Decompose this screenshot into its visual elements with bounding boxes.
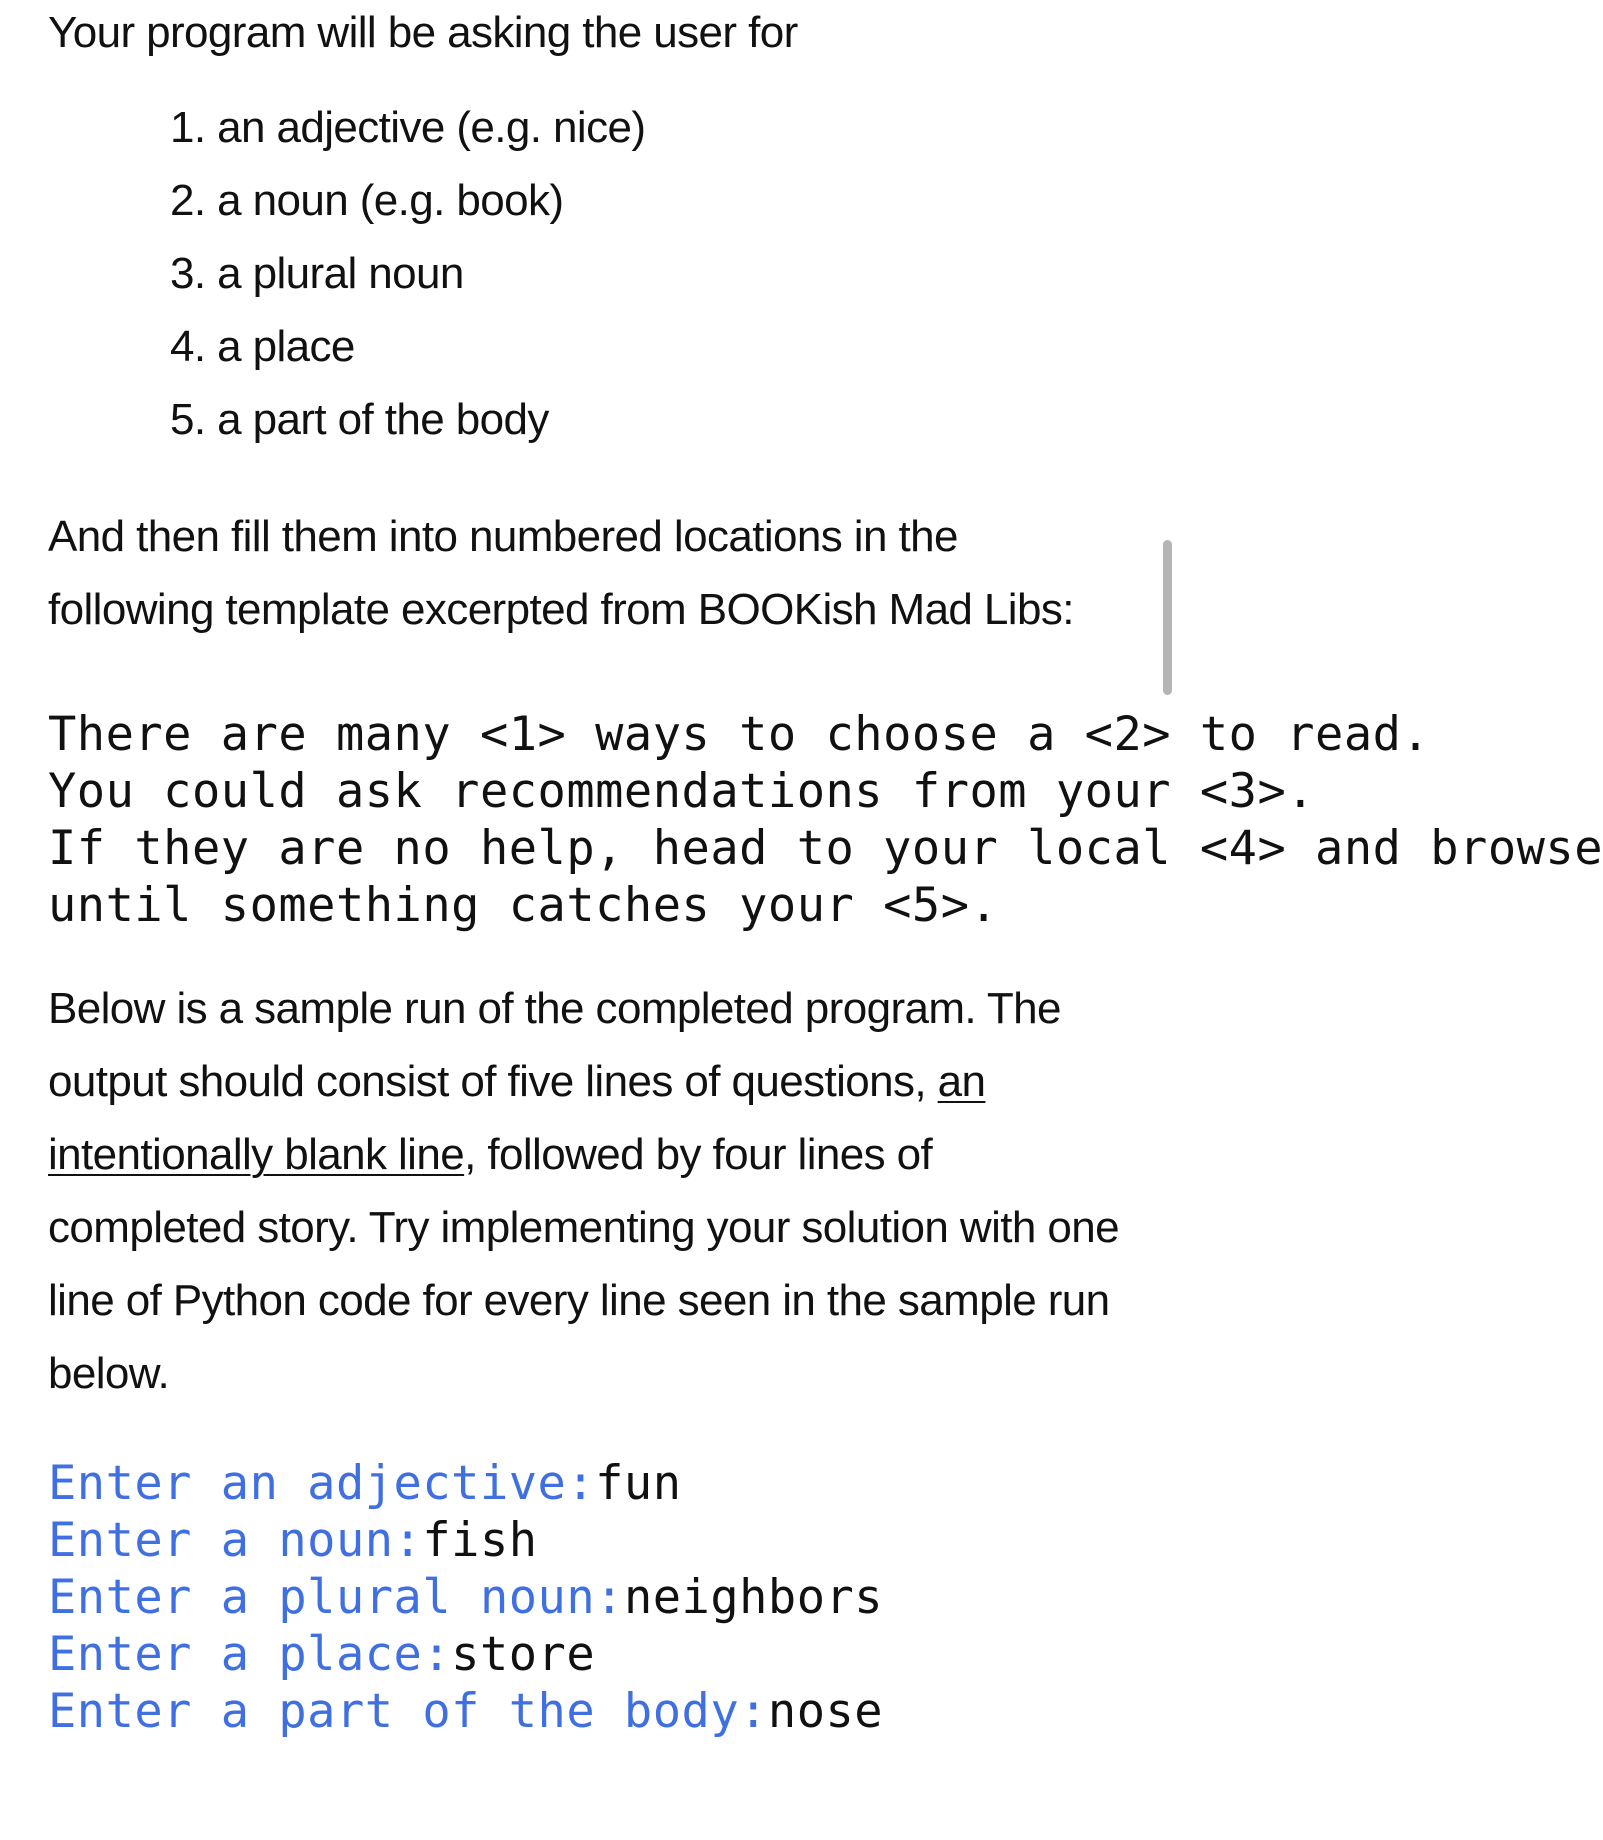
sample-answer: store [451, 1627, 596, 1682]
underlined-phrase: an intentionally blank line [48, 1057, 986, 1179]
sample-answer: nose [767, 1684, 884, 1739]
sample-line [48, 1569, 1128, 1626]
sample-line [48, 1626, 1128, 1683]
list-item: 2. a noun (e.g. book) [170, 176, 564, 225]
sample-answer: fun [595, 1456, 682, 1511]
sample-prompt: Enter a plural noun: [48, 1570, 624, 1625]
sample-answer: fish [422, 1513, 538, 1568]
sample-line [48, 1683, 1128, 1740]
template-line: If they are no help, head to your local <4> and browse [48, 821, 1603, 876]
template-line: until something catches your <5>. [48, 878, 999, 933]
list-item: 3. a plural noun [170, 249, 464, 298]
list-item: 1. an adjective (e.g. nice) [170, 103, 646, 152]
template-intro-paragraph: And then fill them into numbered locations in the following template excerpted from BOOKish Mad Libs: [48, 512, 1074, 634]
sample-answer: neighbors [623, 1570, 884, 1625]
template-code-block [48, 706, 1603, 934]
list-item: 5. a part of the body [170, 395, 549, 444]
list-item: 4. a place [170, 322, 355, 371]
sample-line [48, 1512, 1128, 1569]
sample-prompt: Enter a noun: [48, 1513, 423, 1568]
sample-run-text-start: Below is a sample run of the completed program. The output should consist of five lines of questions, [48, 984, 1061, 1106]
sample-run-paragraph [48, 972, 1128, 1410]
sample-run-block [48, 1455, 1128, 1740]
scrollbar-thumb[interactable] [1163, 540, 1172, 695]
document-content [48, 0, 1603, 1740]
sample-run-text-end: , followed by four lines of completed story. Try implementing your solution with one line of Python code for every line seen in the sample run below. [48, 1130, 1119, 1398]
sample-prompt: Enter a part of the body: [48, 1684, 768, 1739]
template-line: There are many <1> ways to choose a <2> to read. [48, 707, 1431, 762]
sample-prompt: Enter an adjective: [48, 1456, 596, 1511]
sample-line [48, 1455, 1128, 1512]
question-list [48, 91, 1128, 456]
template-line: You could ask recommendations from your <3>. [48, 764, 1316, 819]
sample-prompt: Enter a place: [48, 1627, 452, 1682]
intro-text: Your program will be asking the user for [48, 8, 798, 57]
